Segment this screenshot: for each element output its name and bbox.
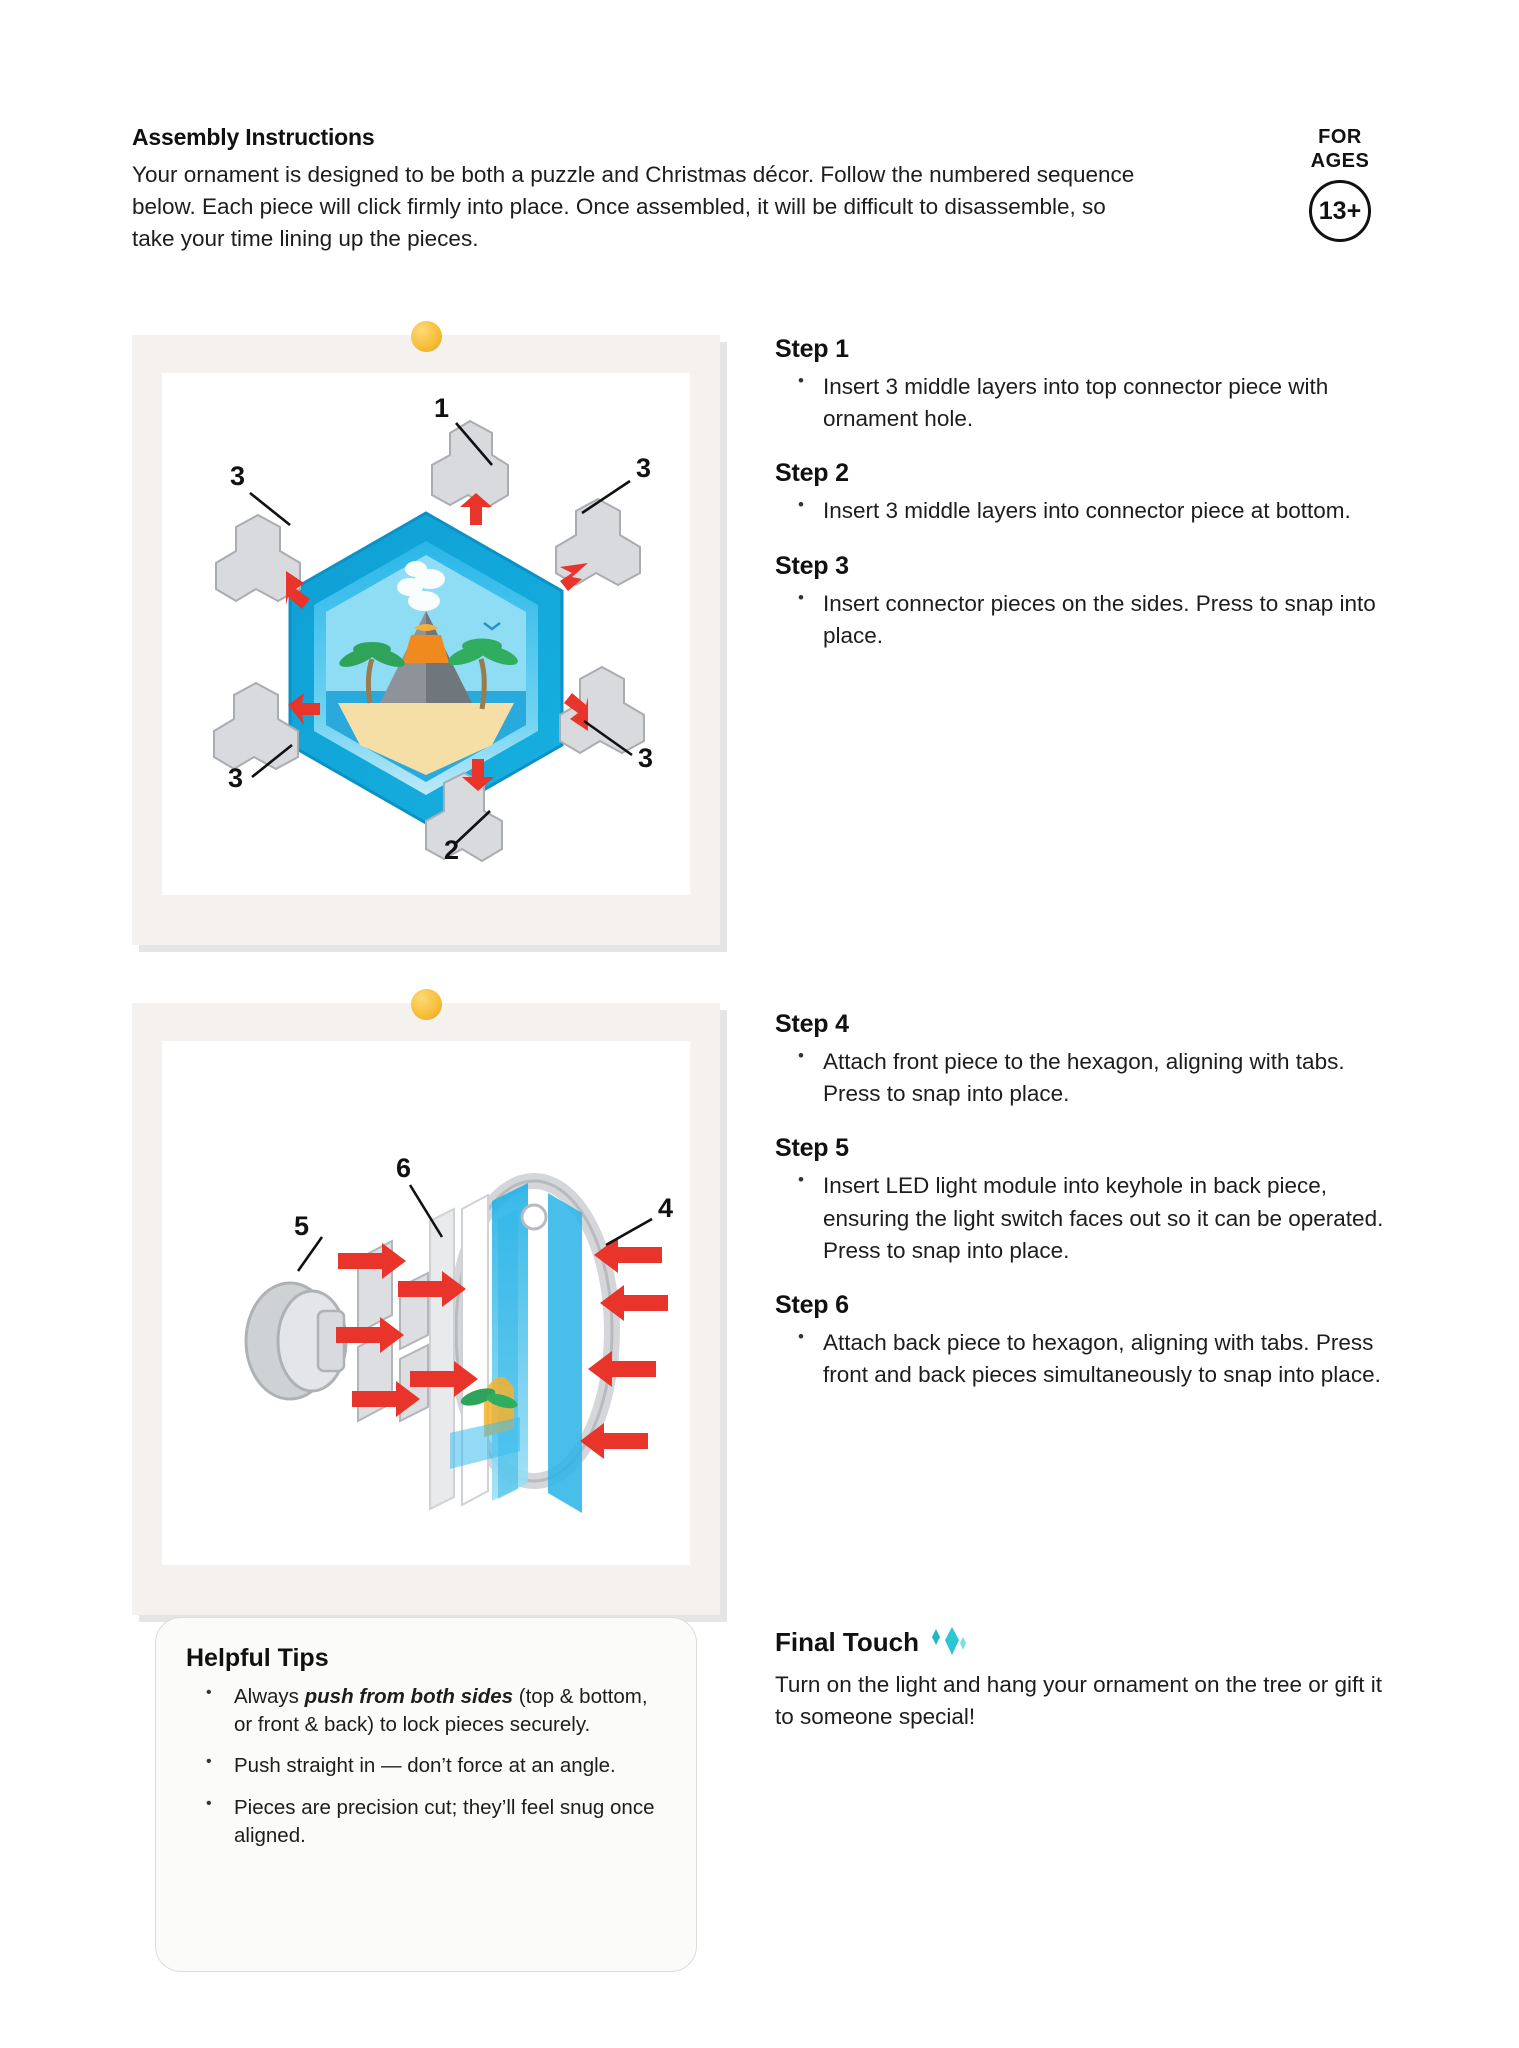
step-1-item: • Insert 3 middle layers into top connector piece with ornament hole. (775, 371, 1395, 435)
step-6 (775, 1291, 1395, 1391)
step-2-title: Step 2 (775, 459, 849, 488)
page-title: Assembly Instructions (132, 124, 375, 150)
age-badge (1285, 126, 1395, 242)
figure-card-top (132, 335, 720, 945)
tip-text-pre: Always (234, 1685, 305, 1708)
exploded-ornament-diagram (162, 373, 690, 895)
step-5-item: • Insert LED light module into keyhole in back piece, ensuring the light switch faces out so it can be operated. Press to snap into place. (775, 1170, 1395, 1267)
steps-top-group (775, 335, 1395, 676)
figure-card-bottom (132, 1003, 720, 1615)
svg-text:3: 3 (230, 461, 246, 491)
step-6-title: Step 6 (775, 1290, 849, 1319)
tip-item (156, 1794, 668, 1849)
figure-top-image (162, 373, 690, 895)
svg-text:3: 3 (228, 763, 244, 793)
svg-text:2: 2 (444, 835, 460, 865)
tip-item (156, 1752, 668, 1780)
step-3-item: • Insert connector pieces on the sides. Press to snap into place. (775, 588, 1395, 652)
step-5 (775, 1134, 1395, 1267)
final-touch-title-text: Final Touch (775, 1626, 919, 1657)
header-description: Your ornament is designed to be both a puzzle and Christmas décor. Follow the numbered sequence below. Each piece will click firmly into place. Once assembled, it will be difficult to disassemble, so take your time lining up the pieces. (132, 162, 1135, 251)
svg-text:6: 6 (396, 1153, 412, 1183)
tip-text-pre: Pieces are precision cut; they’ll feel snug once aligned. (234, 1796, 655, 1847)
svg-text:3: 3 (638, 743, 654, 773)
step-1-title: Step 1 (775, 335, 849, 363)
svg-text:1: 1 (434, 393, 450, 423)
step-2-item: • Insert 3 middle layers into connector piece at bottom. (775, 495, 1395, 527)
age-badge-value: 13+ (1309, 180, 1371, 242)
svg-text:5: 5 (294, 1211, 310, 1241)
step-4-title: Step 4 (775, 1010, 849, 1038)
exploded-side-diagram (162, 1041, 690, 1565)
tip-item (156, 1683, 668, 1738)
tip-text-post: (top & bottom, or front & back) to lock pieces securely. (234, 1685, 648, 1736)
step-5-title: Step 5 (775, 1134, 849, 1163)
final-touch-section (775, 1625, 1395, 1733)
header (132, 124, 1192, 255)
helpful-tips-panel (155, 1617, 697, 1972)
step-3 (775, 552, 1395, 652)
steps-bottom-group (775, 1010, 1395, 1415)
step-4-item: • Attach front piece to the hexagon, aligning with tabs. Press to snap into place. (775, 1046, 1395, 1110)
step-1 (775, 335, 1395, 435)
pin-icon (411, 321, 442, 352)
age-badge-ages: AGES (1310, 149, 1370, 172)
step-2 (775, 459, 1395, 527)
step-3-title: Step 3 (775, 551, 849, 580)
sparkles-icon (925, 1627, 971, 1661)
final-touch-title (775, 1625, 1395, 1659)
step-6-item: • Attach back piece to hexagon, aligning with tabs. Press front and back pieces simultaneously to snap into place. (775, 1327, 1395, 1391)
helpful-tips-title: Helpful Tips (186, 1644, 329, 1672)
age-badge-for: FOR (1318, 126, 1362, 148)
tip-text-emphasis: push from both sides (304, 1685, 514, 1708)
step-4 (775, 1010, 1395, 1110)
tip-text-pre: Push straight in — don’t force at an angle. (234, 1754, 616, 1778)
svg-text:4: 4 (658, 1193, 674, 1223)
final-touch-body: Turn on the light and hang your ornament on the tree or gift it to someone special! (775, 1672, 1383, 1730)
pin-icon (411, 989, 442, 1020)
svg-text:3: 3 (636, 453, 652, 483)
figure-bottom-image (162, 1041, 690, 1565)
